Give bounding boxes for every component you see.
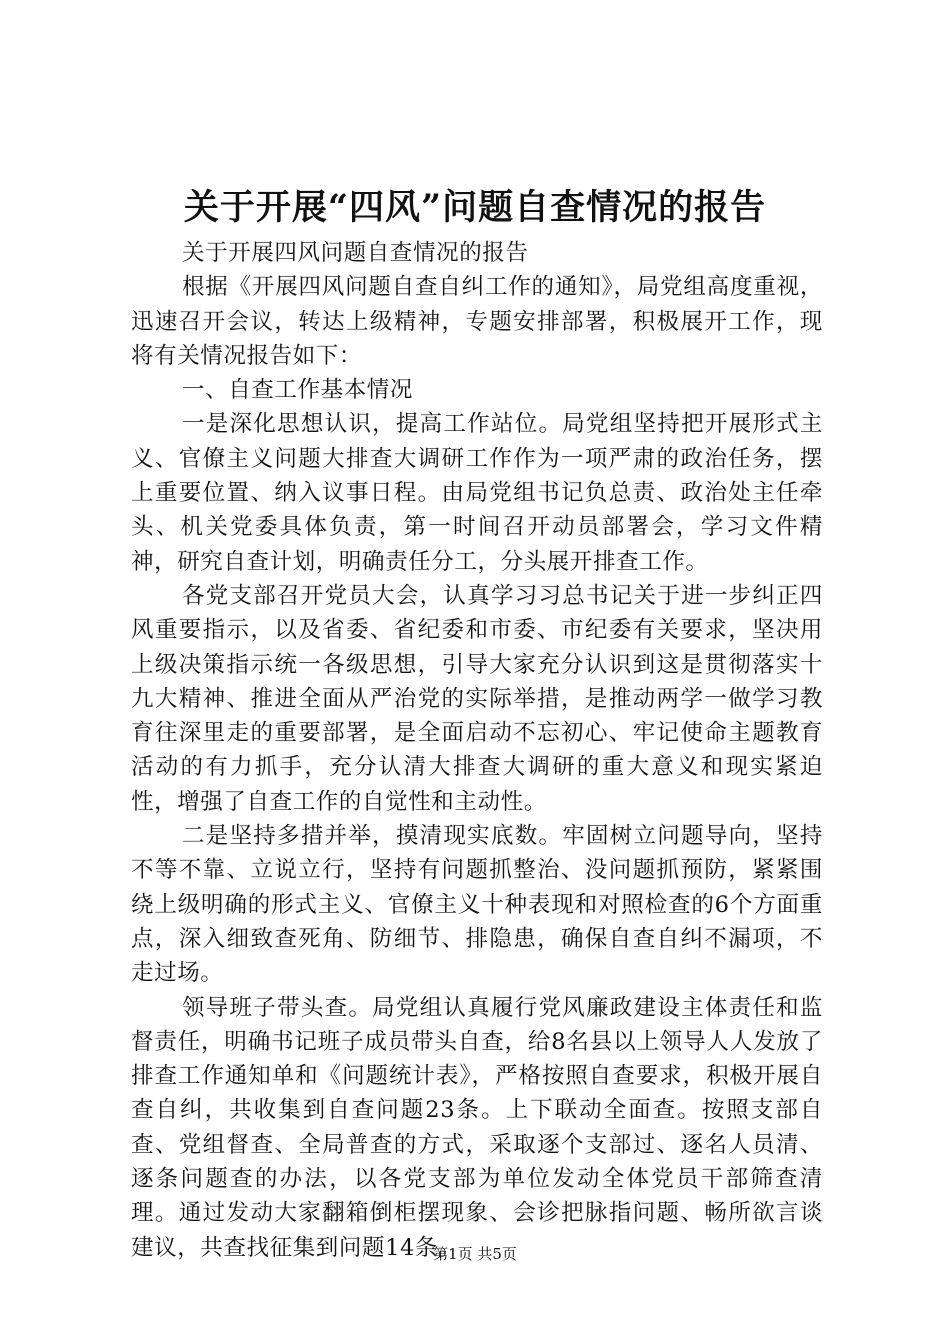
paragraph-point-one: 一是深化思想认识，提高工作站位。局党组坚持把开展形式主义、官僚主义问题大排查大调研工作作为一项严肃的政治任务，摆上重要位置、纳入议事日程。由局党组书记负总责、政治处主任牵头、机关党委具体负责，第一时间召开动员部署会，学习文件精神，研究自查计划，明确责任分工，分头展开排查工作。 [131, 411, 823, 575]
paragraph-party-branches: 各党支部召开党员大会，认真学习习总书记关于进一步纠正四风重要指示，以及省委、省纪委和市委、市纪委有关要求，坚决用上级决策指示统一各级思想，引导大家充分认识到这是贯彻落实十九大精神、推进全面从严治党的实际举措，是推动两学一做学习教育往深里走的重要部署，是全面启动不忘初心、牢记使命主题教育活动的有力抓手，充分认清大排查大调研的重大意义和现实紧迫性，增强了自查工作的自觉性和主动性。 [131, 582, 823, 815]
paragraph-point-two: 二是坚持多措并举，摸清现实底数。牢固树立问题导向，坚持不等不靠、立说立行，坚持有问题抓整治、没问题抓预防，紧紧围绕上级明确的形式主义、官僚主义十种表现和对照检查的6个方面重点，深入细致查死角、防细节、排隐患，确保自查自纠不漏项，不走过场。 [131, 823, 823, 987]
paragraph-leadership: 领导班子带头查。局党组认真履行党风廉政建设主体责任和监督责任，明确书记班子成员带头自查，给8名县以上领导人人发放了排查工作通知单和《问题统计表》，严格按照自查要求，积极开展自查自纠，共收集到自查问题23条。上下联动全面查。按照支部自查、党组督查、全局普查的方式，采取逐个支部过、逐名人员清、逐条问题查的办法，以各党支部为单位发动全体党员干部筛查清理。通过发动大家翻箱倒柜摆现象、会诊把脉指问题、畅所欲言谈建议，共查找征集到问题14条。 [131, 994, 823, 1261]
page-number-footer: 第1页 共5页 [433, 1245, 517, 1263]
section-heading: 一、自查工作基本情况 [182, 377, 414, 404]
paragraph-intro: 根据《开展四风问题自查自纠工作的通知》，局党组高度重视，迅速召开会议，转达上级精神，专题安排部署，积极展开工作，现将有关情况报告如下： [131, 274, 823, 369]
paragraph-subtitle: 关于开展四风问题自查情况的报告 [182, 240, 529, 266]
document-body [131, 236, 823, 1265]
document-title: 关于开展“四风”问题自查情况的报告 [183, 187, 767, 228]
